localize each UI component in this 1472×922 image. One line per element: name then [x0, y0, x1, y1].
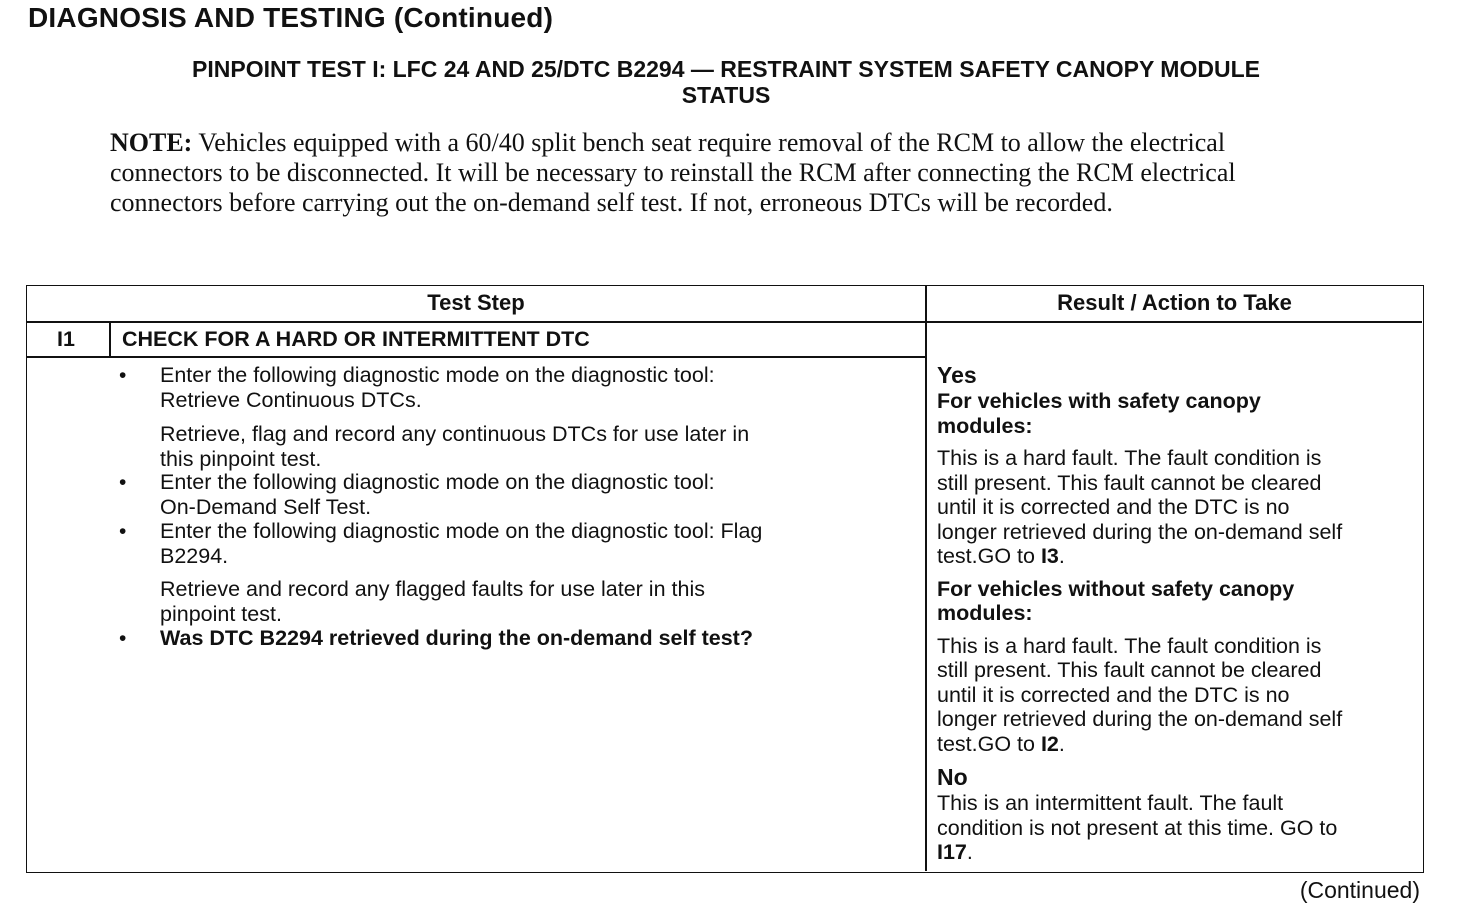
result-yes-heading: Yes	[937, 362, 977, 388]
result-with-canopy-heading: For vehicles with safety canopy modules:	[937, 389, 1261, 438]
continued-label: (Continued)	[1299, 877, 1420, 903]
step-id: I1	[57, 327, 75, 351]
column-header-test-step: Test Step	[427, 290, 525, 315]
note-block	[110, 128, 1340, 218]
pinpoint-test-title-line1: PINPOINT TEST I: LFC 24 AND 25/DTC B2294 — RESTRAINT SYSTEM SAFETY CANOPY MODULE	[192, 56, 1260, 82]
pinpoint-test-title-line2: STATUS	[681, 82, 771, 108]
result-no-text: This is an intermittent fault. The fault condition is not present at this time. GO to I17.	[937, 791, 1338, 864]
result-no-heading: No	[937, 764, 968, 790]
step-id-divider	[109, 321, 111, 356]
column-divider	[925, 286, 927, 871]
result-with-canopy-text: This is a hard fault. The fault condition is still present. This fault cannot be cleared until it is corrected and the DTC is no longer retrieved during the on-demand self test.GO to I3.	[937, 446, 1343, 568]
test-table	[26, 285, 1424, 873]
step-instruction-3: Enter the following diagnostic mode on the diagnostic tool: Flag B2294.	[160, 519, 763, 568]
bullet-2: •	[119, 471, 127, 494]
step-title: CHECK FOR A HARD OR INTERMITTENT DTC	[122, 327, 590, 351]
page-title: DIAGNOSIS AND TESTING (Continued)	[28, 2, 554, 33]
note-text: Vehicles equipped with a 60/40 split bench seat require removal of the RCM to allow the electrical connectors to be disconnected. It will be necessary to reinstall the RCM after connecting the RCM electrical connectors before carrying out the on-demand self test. If not, erroneous DTCs will be recorded.	[110, 128, 1236, 217]
result-without-canopy-heading: For vehicles without safety canopy modules:	[937, 576, 1295, 625]
goto-step-link[interactable]: I3	[1040, 544, 1059, 568]
step-note-1: Retrieve, flag and record any continuous DTCs for use later in this pinpoint test.	[160, 422, 750, 471]
bullet-1: •	[119, 364, 127, 387]
step-instruction-1: Enter the following diagnostic mode on the diagnostic tool: Retrieve Continuous DTCs.	[160, 363, 715, 412]
note-label: NOTE:	[110, 128, 193, 157]
goto-step-link[interactable]: I17	[937, 840, 967, 864]
result-without-canopy-text: This is a hard fault. The fault condition is still present. This fault cannot be cleared until it is corrected and the DTC is no longer retrieved during the on-demand self test.GO to I2.	[937, 633, 1343, 756]
column-header-result: Result / Action to Take	[1057, 290, 1292, 315]
bullet-4: •	[119, 627, 127, 650]
step-note-2: Retrieve and record any flagged faults for use later in this pinpoint test.	[160, 577, 705, 626]
step-instruction-2: Enter the following diagnostic mode on the diagnostic tool: On-Demand Self Test.	[160, 470, 715, 519]
result-column	[937, 362, 1417, 865]
step-title-divider	[27, 356, 925, 358]
header-divider	[27, 321, 1422, 323]
step-question: Was DTC B2294 retrieved during the on-demand self test?	[160, 626, 753, 650]
pinpoint-test-title	[40, 56, 1412, 108]
goto-step-link[interactable]: I2	[1040, 731, 1059, 756]
bullet-3: •	[119, 520, 127, 543]
